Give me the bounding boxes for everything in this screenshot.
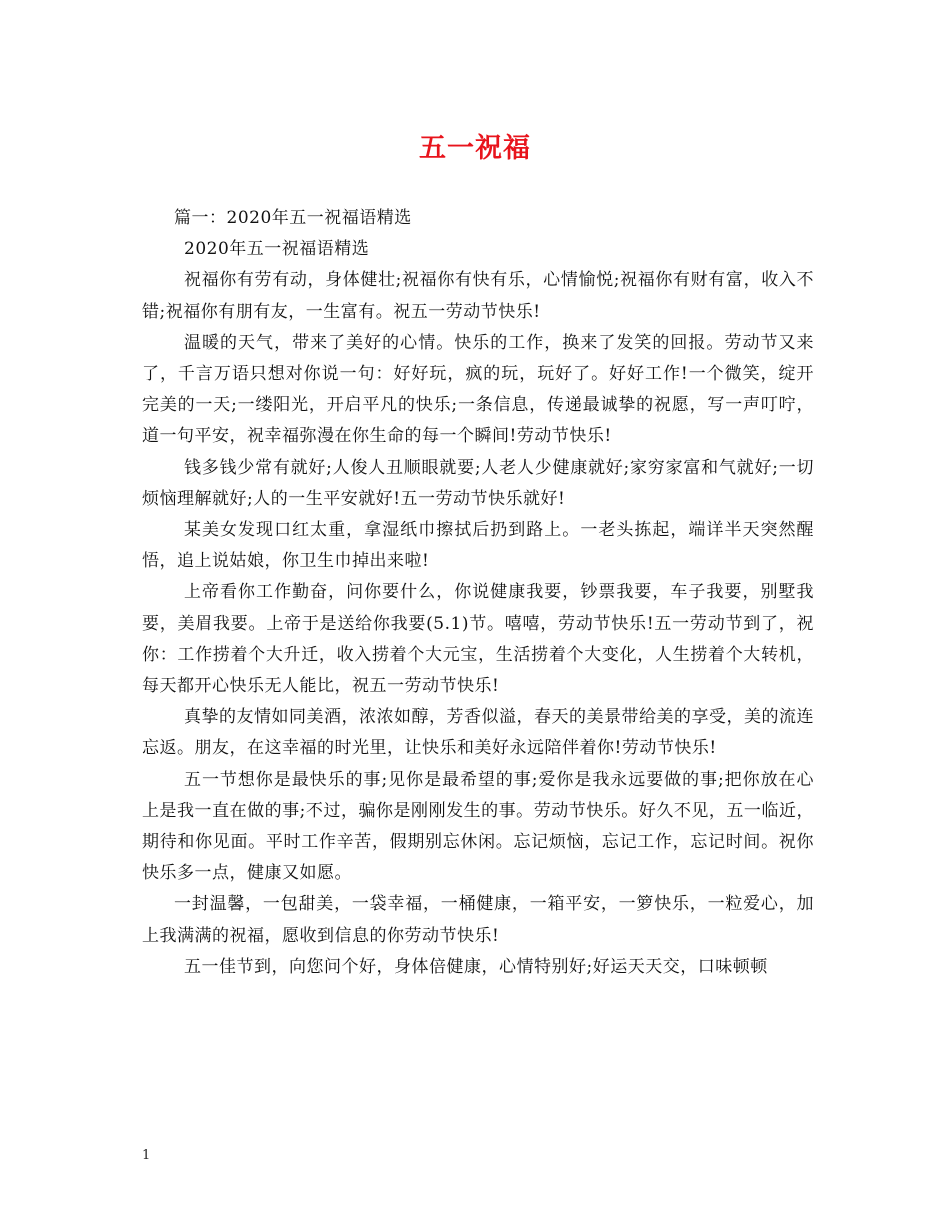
- paragraph: 钱多钱少常有就好;人俊人丑顺眼就要;人老人少健康就好;家穷家富和气就好;一切烦恼理解就好;人的一生平安就好!五一劳动节快乐就好!: [142, 457, 814, 509]
- document-title: 五一祝福: [419, 133, 531, 164]
- paragraph: 五一节想你是最快乐的事;见你是最希望的事;爱你是我永远要做的事;把你放在心上是我一直在做的事;不过，骗你是刚刚发生的事。劳动节快乐。好久不见，五一临近，期待和你见面。平时工作辛苦，假期别忘休闲。忘记烦恼，忘记工作，忘记时间。祝你快乐多一点，健康又如愿。: [142, 769, 814, 884]
- paragraph: 温暖的天气，带来了美好的心情。快乐的工作，换来了发笑的回报。劳动节又来了，千言万语只想对你说一句：好好玩，疯的玩，玩好了。好好工作!一个微笑，绽开完美的一天;一缕阳光，开启平凡的快乐;一条信息，传递最诚挚的祝愿，写一声叮咛，道一句平安，祝幸福弥漫在你生命的每一个瞬间!劳动节快乐!: [142, 332, 814, 447]
- section-heading: 篇一：2020年五一祝福语精选: [174, 208, 412, 228]
- page-number: 1: [142, 1148, 151, 1163]
- paragraph: 五一佳节到，向您问个好，身体倍健康，心情特别好;好运天天交，口味顿顿: [184, 956, 768, 977]
- paragraph: 祝福你有劳有动，身体健壮;祝福你有快有乐，心情愉悦;祝福你有财有富，收入不错;祝福你有朋有友，一生富有。祝五一劳动节快乐!: [142, 270, 814, 322]
- paragraph: 某美女发现口红太重，拿湿纸巾擦拭后扔到路上。一老头拣起，端详半天突然醒悟，追上说姑娘，你卫生巾掉出来啦!: [142, 520, 814, 572]
- section-subheading: 2020年五一祝福语精选: [184, 239, 370, 260]
- paragraph: 真挚的友情如同美酒，浓浓如醇，芳香似溢，春天的美景带给美的享受，美的流连忘返。朋友，在这幸福的时光里，让快乐和美好永远陪伴着你!劳动节快乐!: [142, 707, 814, 759]
- document-body: [142, 203, 814, 983]
- paragraph: 一封温馨，一包甜美，一袋幸福，一桶健康，一箱平安，一箩快乐，一粒爱心，加上我满满的祝福，愿收到信息的你劳动节快乐!: [142, 894, 814, 946]
- paragraph: 上帝看你工作勤奋，问你要什么，你说健康我要，钞票我要，车子我要，别墅我要，美眉我要。上帝于是送给你我要(5.1)节。嘻嘻，劳动节快乐!五一劳动节到了，祝你：工作捞着个大升迁，收入捞着个大元宝，生活捞着个大变化，人生捞着个大转机，每天都开心快乐无人能比，祝五一劳动节快乐!: [142, 582, 814, 697]
